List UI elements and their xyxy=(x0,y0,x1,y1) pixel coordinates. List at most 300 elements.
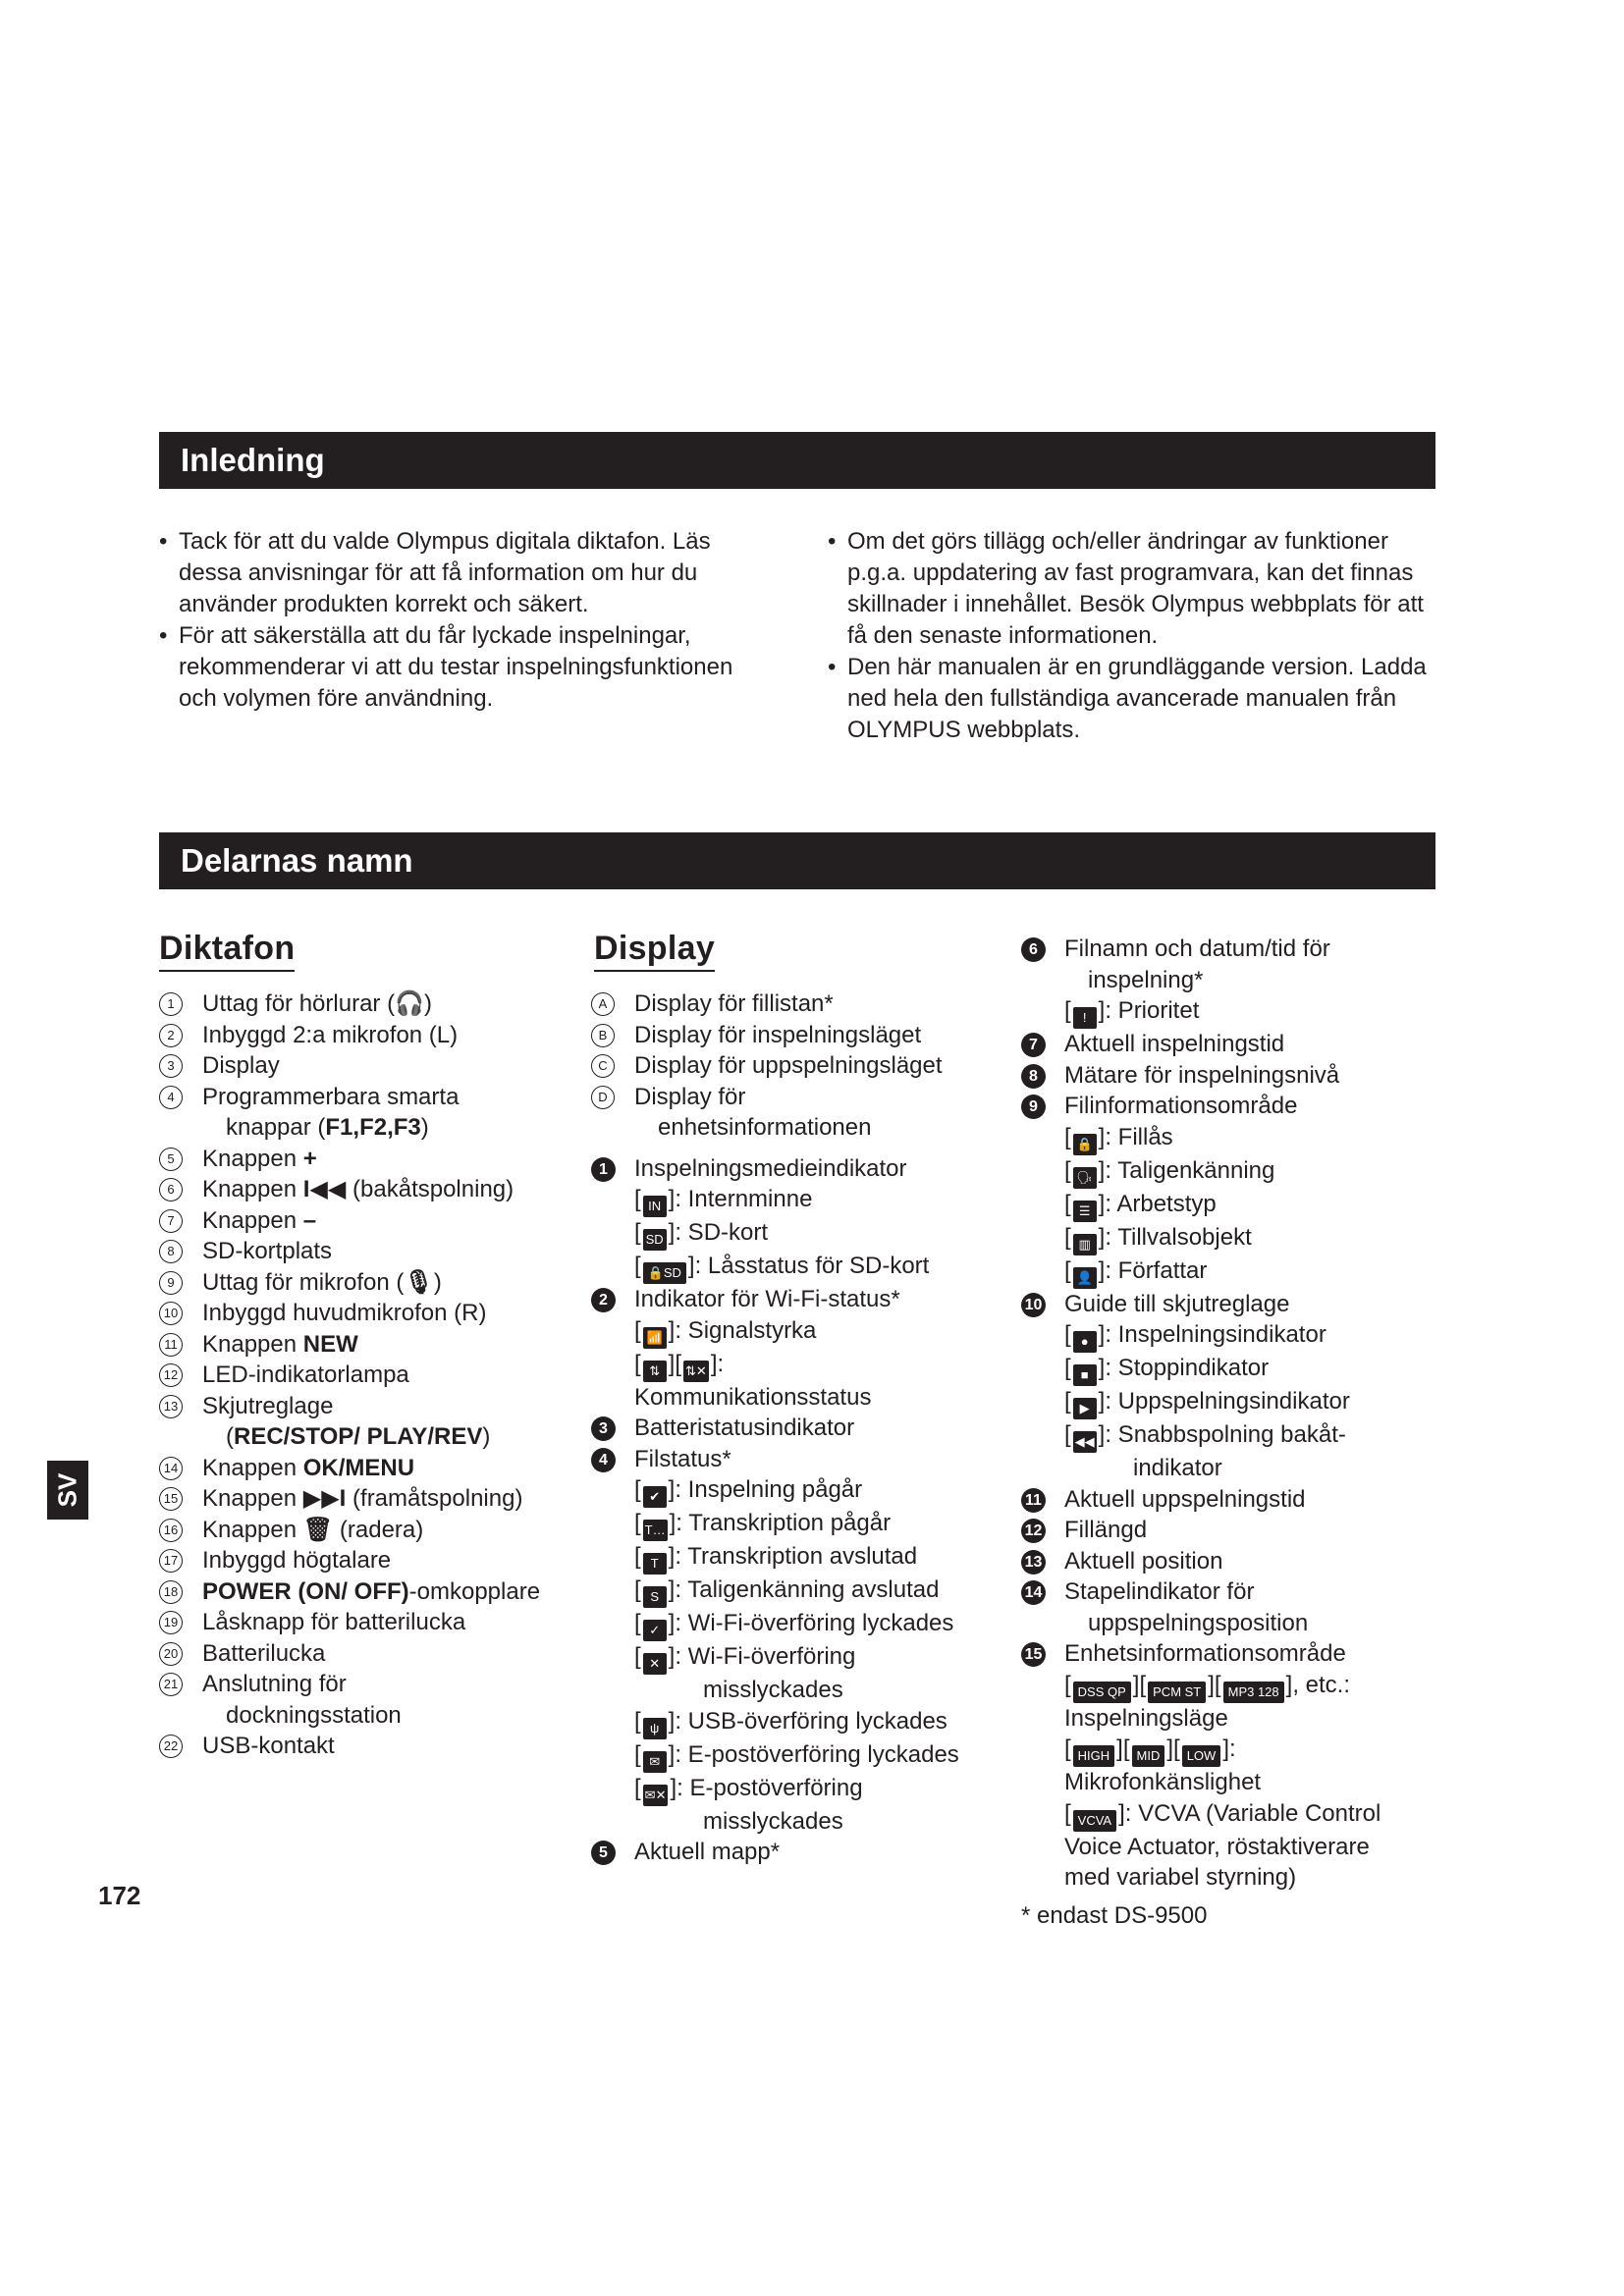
heading-display: Display xyxy=(594,929,715,972)
entry-continuation: misslyckades xyxy=(703,1807,843,1835)
bracket: ] xyxy=(668,1316,676,1344)
status-entry xyxy=(1021,1670,1453,1735)
item-number: 13 xyxy=(159,1395,183,1418)
entry-text: : USB-överföring lyckades xyxy=(675,1707,947,1735)
entry-text: : E-postöverföring lyckades xyxy=(675,1740,959,1768)
item-number: 8 xyxy=(159,1240,183,1263)
item-text: SD-kortplats xyxy=(202,1238,333,1264)
spacer xyxy=(591,1144,1023,1153)
item-text: Mätare för inspelningsnivå xyxy=(1064,1061,1340,1089)
intro-bullet: • Den här manualen är en grundläggande version. Ladda ned hela den fullständiga avancerade manualen från OLYMPUS webbplats. xyxy=(828,652,1448,746)
bracket: ][ xyxy=(1116,1735,1130,1762)
item-text: Fillängd xyxy=(1064,1517,1148,1543)
display-list xyxy=(591,988,1023,1868)
status-icon: ◀◀ xyxy=(1073,1431,1097,1453)
part-item xyxy=(159,988,591,1020)
status-icon: ✔ xyxy=(643,1486,667,1508)
item-control-label: + xyxy=(302,1145,317,1172)
status-entry xyxy=(591,1251,1023,1284)
bracket: [ xyxy=(1064,1735,1071,1762)
entry-text: : xyxy=(1229,1735,1236,1762)
bracket: [ xyxy=(634,1350,641,1377)
item-number: 18 xyxy=(159,1580,183,1604)
item-control-label: 🎙 xyxy=(404,1268,434,1296)
bracket: [ xyxy=(634,1476,641,1503)
display-area-item xyxy=(591,1050,1023,1082)
bracket: ] xyxy=(1098,1321,1106,1348)
bracket: ] xyxy=(1098,1156,1106,1184)
part-item xyxy=(159,1020,591,1051)
entry-text: : Uppspelningsindikator xyxy=(1105,1388,1350,1415)
status-icon: ▶ xyxy=(1073,1398,1097,1419)
item-text: (radera) xyxy=(333,1516,424,1543)
intro-bullet: • Om det görs tillägg och/eller ändringar av funktioner p.g.a. uppdatering av fast programvara, kan det finnas skillnader i innehållet. Besök Olympus webbplats för att få den senaste informationen. xyxy=(828,526,1448,652)
status-entry xyxy=(1021,1222,1453,1255)
bracket: ][ xyxy=(1166,1735,1180,1762)
item-text: Display för uppspelningsläget xyxy=(634,1052,943,1079)
item-text: Display för inspelningsläget xyxy=(634,1021,922,1048)
entry-continuation: Inspelningsläge xyxy=(1064,1704,1228,1732)
status-icon: 🗣 xyxy=(1073,1167,1097,1189)
item-text: Knappen xyxy=(202,1206,303,1234)
display-item xyxy=(1021,1289,1453,1320)
entry-text: : Arbetstyp xyxy=(1105,1190,1217,1217)
entry-text: : E-postöverföring xyxy=(677,1774,863,1801)
status-entry xyxy=(1021,1419,1453,1484)
bracket: [ xyxy=(1064,1321,1071,1348)
display-item xyxy=(591,1413,1023,1444)
item-number: 17 xyxy=(159,1549,183,1573)
status-icon: HIGH xyxy=(1073,1745,1115,1767)
status-entry xyxy=(591,1608,1023,1641)
bracket: ] xyxy=(1285,1671,1293,1698)
status-icon: 🔒 xyxy=(1073,1134,1097,1155)
bracket: [ xyxy=(634,1576,641,1603)
item-text: Knappen xyxy=(202,1330,303,1358)
item-text: (bakåtspolning) xyxy=(346,1176,514,1202)
entry-text: : Taligenkänning avslutad xyxy=(675,1576,940,1603)
item-text: Uttag för hörlurar ( xyxy=(202,990,396,1017)
display-item xyxy=(1021,934,1453,995)
entry-text: : Tillvalsobjekt xyxy=(1105,1223,1252,1251)
bracket: ][ xyxy=(1208,1671,1221,1698)
display-item xyxy=(591,1153,1023,1185)
status-icon: ✉✕ xyxy=(643,1785,669,1806)
status-entry xyxy=(1021,1155,1453,1189)
bracket: [ xyxy=(1064,1799,1071,1827)
item-control-label: REC/STOP/ PLAY/REV xyxy=(234,1423,483,1450)
status-entry xyxy=(591,1575,1023,1608)
bracket: [ xyxy=(634,1774,641,1801)
status-icon: ✕ xyxy=(643,1653,667,1675)
part-item xyxy=(159,1669,591,1731)
part-item xyxy=(159,1144,591,1175)
status-entry xyxy=(1021,1255,1453,1289)
status-icon: ψ xyxy=(643,1718,667,1739)
status-icon: DSS QP xyxy=(1073,1682,1131,1703)
item-continuation: enhetsinformationen xyxy=(658,1114,872,1141)
bracket: [ xyxy=(1064,1671,1071,1698)
item-text: Batteristatusindikator xyxy=(634,1415,855,1441)
bracket: [ xyxy=(1064,1355,1071,1381)
item-number: 14 xyxy=(159,1457,183,1480)
display-item xyxy=(1021,1484,1453,1516)
intro-right-column xyxy=(828,526,1448,746)
item-number: 1 xyxy=(591,1157,616,1182)
item-number: 4 xyxy=(591,1448,616,1472)
entry-continuation: misslyckades xyxy=(703,1677,843,1703)
bracket: ] xyxy=(668,1610,676,1636)
part-item xyxy=(159,1391,591,1453)
entry-text: : Transkription pågår xyxy=(676,1510,892,1536)
section-bar-inledning xyxy=(159,432,1435,489)
status-icon: ! xyxy=(1073,1007,1097,1029)
entry-continuation: med variabel styrning) xyxy=(1064,1864,1297,1891)
bracket: [ xyxy=(1064,1190,1071,1217)
item-text: Inbyggd 2:a mikrofon (L) xyxy=(202,1021,459,1048)
bracket: ][ xyxy=(1132,1671,1147,1698)
item-number: 5 xyxy=(159,1148,183,1171)
display-item xyxy=(1021,1515,1453,1546)
item-number: 11 xyxy=(159,1333,183,1357)
part-item xyxy=(159,1360,591,1391)
bracket: ] xyxy=(668,1643,676,1670)
part-item xyxy=(159,1205,591,1237)
bracket: ] xyxy=(668,1576,676,1603)
intro-bullet: • Tack för att du valde Olympus digitala diktafon. Läs dessa anvisningar för att få information om hur du använder produkten korrekt och säkert. xyxy=(159,526,748,620)
bracket: ] xyxy=(1098,1123,1106,1150)
item-text: Filinformationsområde xyxy=(1064,1093,1298,1119)
item-text: ( xyxy=(226,1423,234,1450)
item-text: -omkopplare xyxy=(408,1577,541,1605)
part-item xyxy=(159,1515,591,1546)
status-icon: ■ xyxy=(1073,1364,1097,1386)
entry-text: : Låsstatus för SD-kort xyxy=(694,1253,930,1279)
item-control-label: ▶▶I xyxy=(302,1485,347,1512)
bracket: [ xyxy=(1064,1156,1071,1184)
item-control-label: OK/MENU xyxy=(302,1454,415,1481)
part-item xyxy=(159,1236,591,1267)
status-entry xyxy=(591,1184,1023,1217)
item-continuation xyxy=(202,1112,591,1144)
status-icon: T xyxy=(643,1553,667,1575)
part-item xyxy=(159,1082,591,1144)
item-text: Inbyggd huvudmikrofon (R) xyxy=(202,1300,487,1326)
bracket: [ xyxy=(634,1543,641,1570)
status-entry xyxy=(591,1706,1023,1739)
item-number: 12 xyxy=(159,1363,183,1387)
status-entry xyxy=(1021,1386,1453,1419)
status-icon: 🔒SD xyxy=(643,1262,686,1284)
status-icon: LOW xyxy=(1182,1745,1221,1767)
section-title-delarnas-namn: Delarnas namn xyxy=(181,842,413,879)
status-icon: ● xyxy=(1073,1331,1097,1353)
status-entry xyxy=(591,1474,1023,1508)
item-text: Knappen xyxy=(202,1485,303,1512)
display-item xyxy=(591,1837,1023,1868)
item-number: 15 xyxy=(159,1487,183,1511)
bracket: [ xyxy=(1064,1421,1071,1448)
item-text: USB-kontakt xyxy=(202,1733,335,1759)
item-text: Anslutning för xyxy=(202,1671,347,1697)
item-number: 21 xyxy=(159,1673,183,1696)
item-number: 22 xyxy=(159,1735,183,1758)
item-number: 7 xyxy=(1021,1033,1046,1057)
status-entry xyxy=(591,1508,1023,1541)
item-number: 2 xyxy=(159,1024,183,1047)
display-item xyxy=(1021,1029,1453,1060)
item-continuation: uppspelningsposition xyxy=(1088,1609,1309,1636)
item-text: Aktuell position xyxy=(1064,1547,1223,1575)
entry-text: : Wi-Fi-överföring lyckades xyxy=(675,1610,954,1636)
item-letter: D xyxy=(591,1086,615,1109)
part-item xyxy=(159,1174,591,1205)
display-item xyxy=(1021,1638,1453,1670)
bracket: ] xyxy=(1098,1388,1106,1415)
item-number: 20 xyxy=(159,1642,183,1666)
entry-text: : Transkription avslutad xyxy=(675,1543,918,1570)
item-control-label: POWER (ON/ OFF) xyxy=(202,1577,409,1605)
status-entry xyxy=(591,1349,1023,1414)
bracket: ] xyxy=(1098,997,1106,1024)
entry-text: : Wi-Fi-överföring xyxy=(675,1643,856,1670)
status-icon: MP3 128 xyxy=(1223,1682,1284,1703)
page-number: 172 xyxy=(98,1881,141,1910)
status-entry xyxy=(591,1773,1023,1838)
bracket: ] xyxy=(1098,1190,1106,1217)
entry-text: , etc.: xyxy=(1292,1671,1351,1698)
item-number: 7 xyxy=(159,1209,183,1233)
item-text: Display för xyxy=(634,1083,746,1110)
part-item xyxy=(159,1638,591,1670)
bracket: ] xyxy=(1098,1421,1106,1448)
bracket: [ xyxy=(634,1219,641,1246)
item-number: 9 xyxy=(1021,1095,1046,1119)
status-entry xyxy=(1021,1122,1453,1155)
item-text: Knappen xyxy=(202,1454,303,1481)
entry-continuation: Mikrofonkänslighet xyxy=(1064,1769,1262,1795)
status-entry xyxy=(1021,1734,1453,1798)
status-icon: ⇅✕ xyxy=(683,1361,709,1382)
item-number: 5 xyxy=(591,1841,616,1865)
bracket: [ xyxy=(634,1610,641,1636)
item-text: Enhetsinformationsområde xyxy=(1064,1640,1346,1667)
item-text: Filnamn och datum/tid för xyxy=(1064,935,1330,962)
entry-text: : Signalstyrka xyxy=(675,1316,817,1344)
bracket: ] xyxy=(1098,1223,1106,1251)
bracket: [ xyxy=(1064,1123,1071,1150)
section-bar-delarnas-namn xyxy=(159,832,1435,889)
item-control-label: I◀◀ xyxy=(302,1176,347,1202)
intro-bullet: • För att säkerställa att du får lyckade inspelningar, rekommenderar vi att du testar inspelningsfunktionen och volymen före användning. xyxy=(159,620,748,715)
item-continuation xyxy=(202,1421,591,1453)
item-text: (framåtspolning) xyxy=(346,1485,523,1512)
item-text: Inbyggd högtalare xyxy=(202,1547,392,1574)
bracket: ][ xyxy=(668,1350,682,1377)
status-icon: SD xyxy=(643,1229,667,1251)
item-number: 4 xyxy=(159,1086,183,1109)
part-item xyxy=(159,1050,591,1082)
display-area-item xyxy=(591,1082,1023,1144)
display-item xyxy=(1021,1576,1453,1638)
diktafon-list xyxy=(159,988,591,1762)
status-entry xyxy=(1021,1189,1453,1222)
item-number: 10 xyxy=(1021,1293,1046,1317)
entry-text: : Internminne xyxy=(675,1186,813,1212)
bracket: ] xyxy=(1098,1256,1106,1284)
display-area-item xyxy=(591,1020,1023,1051)
item-text: Knappen xyxy=(202,1516,303,1543)
footnote: * endast DS-9500 xyxy=(1021,1902,1208,1929)
bracket: ] xyxy=(668,1476,676,1503)
status-icon: ⇅ xyxy=(643,1361,667,1382)
item-number: 19 xyxy=(159,1611,183,1634)
item-number: 16 xyxy=(159,1519,183,1542)
display-item xyxy=(1021,1091,1453,1122)
status-icon: T… xyxy=(643,1520,668,1541)
status-entry xyxy=(591,1641,1023,1706)
display-item xyxy=(1021,1546,1453,1577)
entry-text: : Fillås xyxy=(1105,1123,1173,1150)
item-text: Knappen xyxy=(202,1176,303,1202)
bracket: [ xyxy=(634,1707,641,1735)
status-icon: VCVA xyxy=(1073,1810,1116,1832)
item-control-label: NEW xyxy=(302,1330,358,1358)
status-entry xyxy=(591,1739,1023,1773)
status-entry xyxy=(1021,1798,1453,1894)
item-text: Display för fillistan* xyxy=(634,990,834,1017)
status-icon: IN xyxy=(643,1196,667,1217)
item-control-label: 🗑 xyxy=(302,1516,334,1543)
item-number: 9 xyxy=(159,1271,183,1295)
section-title-inledning: Inledning xyxy=(181,442,325,478)
entry-text: : xyxy=(717,1350,725,1377)
part-item xyxy=(159,1329,591,1361)
item-text: Skjutreglage xyxy=(202,1392,334,1419)
entry-text: : Prioritet xyxy=(1105,997,1200,1024)
bracket: [ xyxy=(634,1186,641,1212)
item-letter: C xyxy=(591,1054,615,1078)
language-tab-label: SV xyxy=(52,1472,82,1508)
entry-text: : SD-kort xyxy=(675,1219,769,1246)
status-entry xyxy=(1021,1353,1453,1386)
heading-diktafon: Diktafon xyxy=(159,929,295,972)
item-number: 15 xyxy=(1021,1642,1046,1667)
status-icon: ✉ xyxy=(643,1751,667,1773)
status-icon: 📶 xyxy=(643,1327,667,1349)
item-number: 11 xyxy=(1021,1488,1046,1513)
bracket: ] xyxy=(669,1510,677,1536)
entry-text: : Inspelning pågår xyxy=(675,1476,863,1503)
entry-text: : Stoppindikator xyxy=(1105,1355,1270,1381)
item-text: Filstatus* xyxy=(634,1445,731,1472)
display-area-item xyxy=(591,988,1023,1020)
status-icon: ▥ xyxy=(1073,1234,1097,1255)
item-text: Aktuell inspelningstid xyxy=(1064,1031,1285,1057)
item-number: 13 xyxy=(1021,1550,1046,1575)
entry-continuation: indikator xyxy=(1133,1455,1222,1481)
part-item xyxy=(159,1267,591,1299)
item-number: 8 xyxy=(1021,1064,1046,1089)
bracket: ] xyxy=(668,1740,676,1768)
item-number: 12 xyxy=(1021,1519,1046,1543)
item-text: Batterilucka xyxy=(202,1639,326,1667)
display-item xyxy=(591,1284,1023,1315)
entry-text: : Snabbspolning bakåt- xyxy=(1105,1421,1346,1448)
part-item xyxy=(159,1483,591,1515)
item-text: Inspelningsmedieindikator xyxy=(634,1154,907,1182)
item-text: dockningsstation xyxy=(226,1701,402,1729)
item-text: Display xyxy=(202,1052,280,1079)
bracket: ] xyxy=(1118,1799,1125,1827)
entry-continuation: Voice Actuator, röstaktiverare xyxy=(1064,1833,1370,1860)
item-number: 3 xyxy=(591,1416,616,1441)
item-text: Aktuell uppspelningstid xyxy=(1064,1485,1306,1513)
status-icon: ☰ xyxy=(1073,1201,1097,1222)
item-text: ) xyxy=(420,1114,429,1141)
status-icon: S xyxy=(643,1586,667,1608)
bracket: ] xyxy=(687,1253,695,1279)
status-entry xyxy=(591,1315,1023,1349)
item-letter: A xyxy=(591,992,615,1016)
language-tab xyxy=(47,1461,88,1520)
bracket: [ xyxy=(634,1643,641,1670)
item-continuation: inspelning* xyxy=(1088,966,1204,993)
item-control-label: – xyxy=(302,1206,317,1234)
status-entry xyxy=(1021,1319,1453,1353)
item-text: ) xyxy=(433,1268,442,1296)
display-item xyxy=(1021,1060,1453,1092)
part-item xyxy=(159,1731,591,1762)
entry-continuation: Kommunikationsstatus xyxy=(634,1383,872,1411)
intro-left-column xyxy=(159,526,748,715)
part-item xyxy=(159,1453,591,1484)
item-text: LED-indikatorlampa xyxy=(202,1362,409,1388)
bracket: ] xyxy=(668,1543,676,1570)
item-control-label: F1,F2,F3 xyxy=(325,1114,421,1141)
item-text: ) xyxy=(482,1423,491,1450)
item-number: 1 xyxy=(159,992,183,1016)
display-list-continued xyxy=(1021,934,1453,1894)
item-number: 2 xyxy=(591,1288,616,1312)
bracket: ] xyxy=(668,1219,676,1246)
status-icon: ✓ xyxy=(643,1620,667,1641)
bracket: ] xyxy=(668,1186,676,1212)
entry-text: : Författar xyxy=(1105,1256,1208,1284)
status-entry xyxy=(1021,995,1453,1029)
part-item xyxy=(159,1607,591,1638)
bracket: ] xyxy=(668,1707,676,1735)
item-letter: B xyxy=(591,1024,615,1047)
status-icon: PCM ST xyxy=(1148,1682,1206,1703)
item-number: 6 xyxy=(1021,937,1046,962)
bracket: [ xyxy=(1064,1388,1071,1415)
item-text: 🎧) xyxy=(395,990,432,1017)
bracket: ] xyxy=(1222,1735,1229,1762)
status-entry xyxy=(591,1217,1023,1251)
part-item xyxy=(159,1576,591,1608)
part-item xyxy=(159,1545,591,1576)
status-entry xyxy=(591,1541,1023,1575)
bracket: [ xyxy=(1064,1256,1071,1284)
bracket: [ xyxy=(634,1510,641,1536)
bracket: [ xyxy=(1064,997,1071,1024)
item-number: 14 xyxy=(1021,1580,1046,1605)
bracket: ] xyxy=(670,1774,677,1801)
bracket: [ xyxy=(634,1740,641,1768)
item-text: Stapelindikator för xyxy=(1064,1578,1255,1605)
item-continuation xyxy=(202,1700,591,1732)
